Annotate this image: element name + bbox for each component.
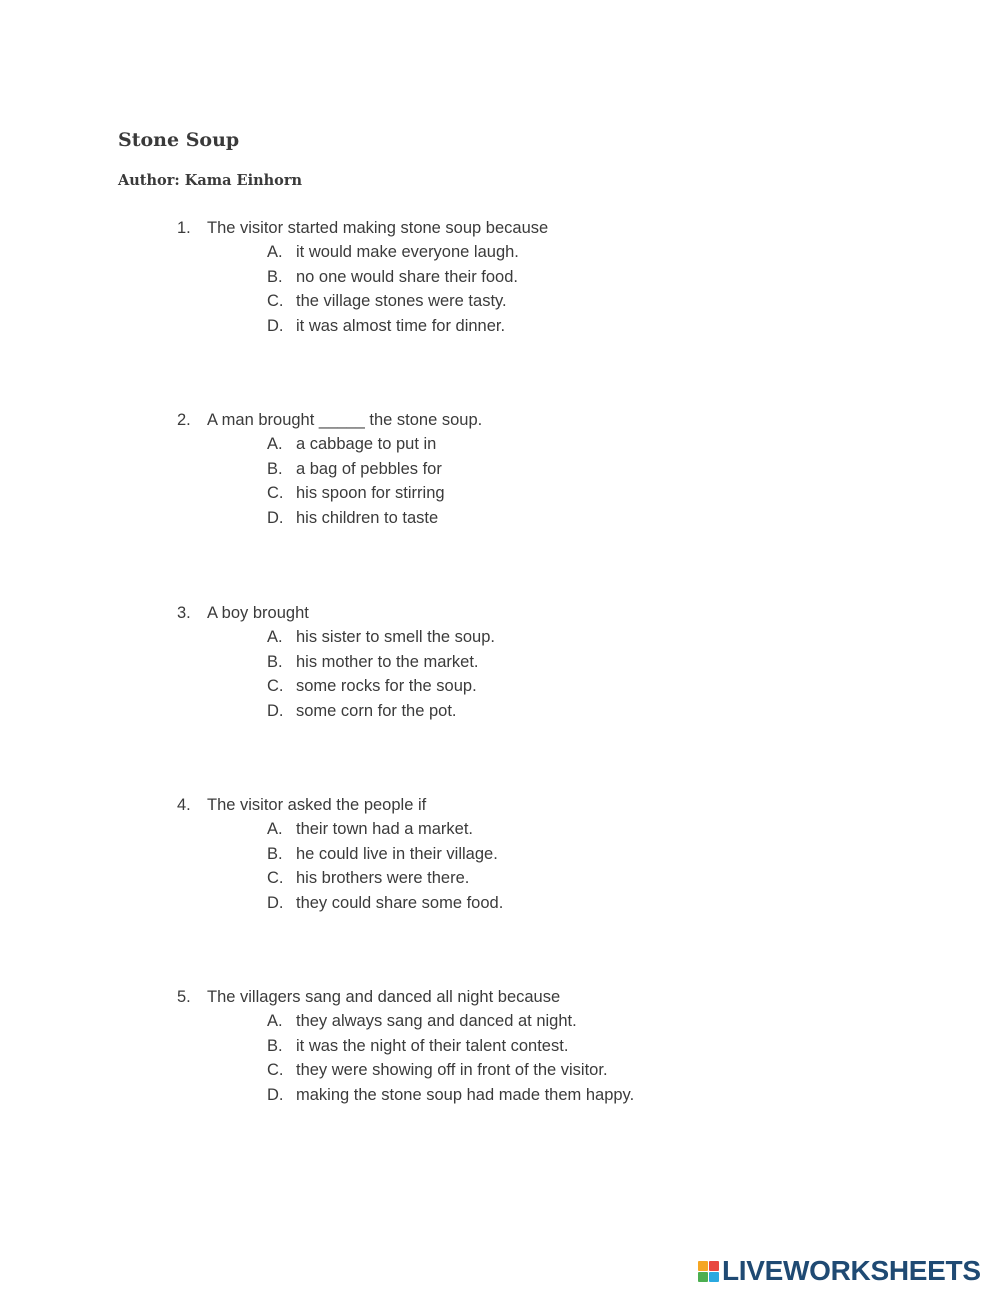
question-number: 4. <box>177 796 191 814</box>
option-text: his brothers were there. <box>296 869 470 888</box>
option-d <box>0 699 1000 723</box>
option-b <box>0 1034 1000 1058</box>
option-letter: D. <box>267 701 284 720</box>
option-d <box>0 314 1000 338</box>
option-text: some rocks for the soup. <box>296 677 477 696</box>
option-text: no one would share their food. <box>296 267 518 286</box>
question-4 <box>0 793 1000 915</box>
option-text: their town had a market. <box>296 820 474 839</box>
option-a <box>0 625 1000 649</box>
option-c <box>0 289 1000 313</box>
option-letter: B. <box>267 1036 283 1055</box>
option-text: making the stone soup had made them happy. <box>296 1085 635 1104</box>
option-letter: D. <box>267 508 284 527</box>
option-text: his sister to smell the soup. <box>296 628 495 647</box>
option-text: they could share some food. <box>296 893 504 912</box>
question-text: A man brought _____ the stone soup. <box>207 411 483 429</box>
logo-block <box>698 1272 708 1282</box>
question-number: 3. <box>177 604 191 622</box>
document-title: Stone Soup <box>118 129 240 151</box>
logo-block <box>709 1272 719 1282</box>
option-letter: C. <box>267 869 284 888</box>
option-text: they always sang and danced at night. <box>296 1012 577 1031</box>
option-letter: A. <box>267 435 283 454</box>
option-b <box>0 457 1000 481</box>
option-a <box>0 240 1000 264</box>
option-text: it would make everyone laugh. <box>296 243 519 262</box>
option-text: his mother to the market. <box>296 652 479 671</box>
option-c <box>0 481 1000 505</box>
option-text: the village stones were tasty. <box>296 292 507 311</box>
option-letter: A. <box>267 820 283 839</box>
option-letter: B. <box>267 459 283 478</box>
option-letter: B. <box>267 267 283 286</box>
question-number: 1. <box>177 219 191 237</box>
logo-block <box>709 1261 719 1271</box>
liveworksheets-logo <box>698 1255 981 1287</box>
option-d <box>0 506 1000 530</box>
option-text: a bag of pebbles for <box>296 459 442 478</box>
option-a <box>0 817 1000 841</box>
option-text: his children to taste <box>296 508 439 527</box>
option-letter: A. <box>267 1012 283 1031</box>
option-letter: C. <box>267 484 284 503</box>
option-letter: C. <box>267 1061 284 1080</box>
option-text: a cabbage to put in <box>296 435 437 454</box>
option-text: it was the night of their talent contest. <box>296 1036 569 1055</box>
question-text: The visitor asked the people if <box>207 796 427 814</box>
option-a <box>0 432 1000 456</box>
document-author: Author: Kama Einhorn <box>118 172 303 189</box>
question-text: A boy brought <box>207 604 309 622</box>
option-letter: D. <box>267 893 284 912</box>
option-b <box>0 650 1000 674</box>
option-letter: D. <box>267 1085 284 1104</box>
option-b <box>0 265 1000 289</box>
logo-text: LIVEWORKSHEETS <box>722 1255 981 1286</box>
option-text: it was almost time for dinner. <box>296 316 506 335</box>
option-d <box>0 891 1000 915</box>
option-c <box>0 1058 1000 1082</box>
option-a <box>0 1009 1000 1033</box>
option-text: his spoon for stirring <box>296 484 445 503</box>
option-c <box>0 674 1000 698</box>
question-text: The visitor started making stone soup because <box>207 219 549 237</box>
question-5 <box>0 985 1000 1107</box>
option-letter: B. <box>267 652 283 671</box>
option-c <box>0 866 1000 890</box>
option-d <box>0 1083 1000 1107</box>
option-text: some corn for the pot. <box>296 701 457 720</box>
option-letter: C. <box>267 292 284 311</box>
option-letter: A. <box>267 628 283 647</box>
logo-block <box>698 1261 708 1271</box>
option-letter: C. <box>267 677 284 696</box>
question-number: 2. <box>177 411 191 429</box>
liveworksheets-blocks-icon <box>698 1261 719 1282</box>
question-2 <box>0 408 1000 530</box>
option-b <box>0 842 1000 866</box>
option-letter: B. <box>267 844 283 863</box>
question-text: The villagers sang and danced all night because <box>207 988 561 1006</box>
question-3 <box>0 601 1000 723</box>
option-text: he could live in their village. <box>296 844 498 863</box>
option-letter: D. <box>267 316 284 335</box>
option-text: they were showing off in front of the visitor. <box>296 1061 608 1080</box>
question-1 <box>0 216 1000 338</box>
question-number: 5. <box>177 988 191 1006</box>
option-letter: A. <box>267 243 283 262</box>
